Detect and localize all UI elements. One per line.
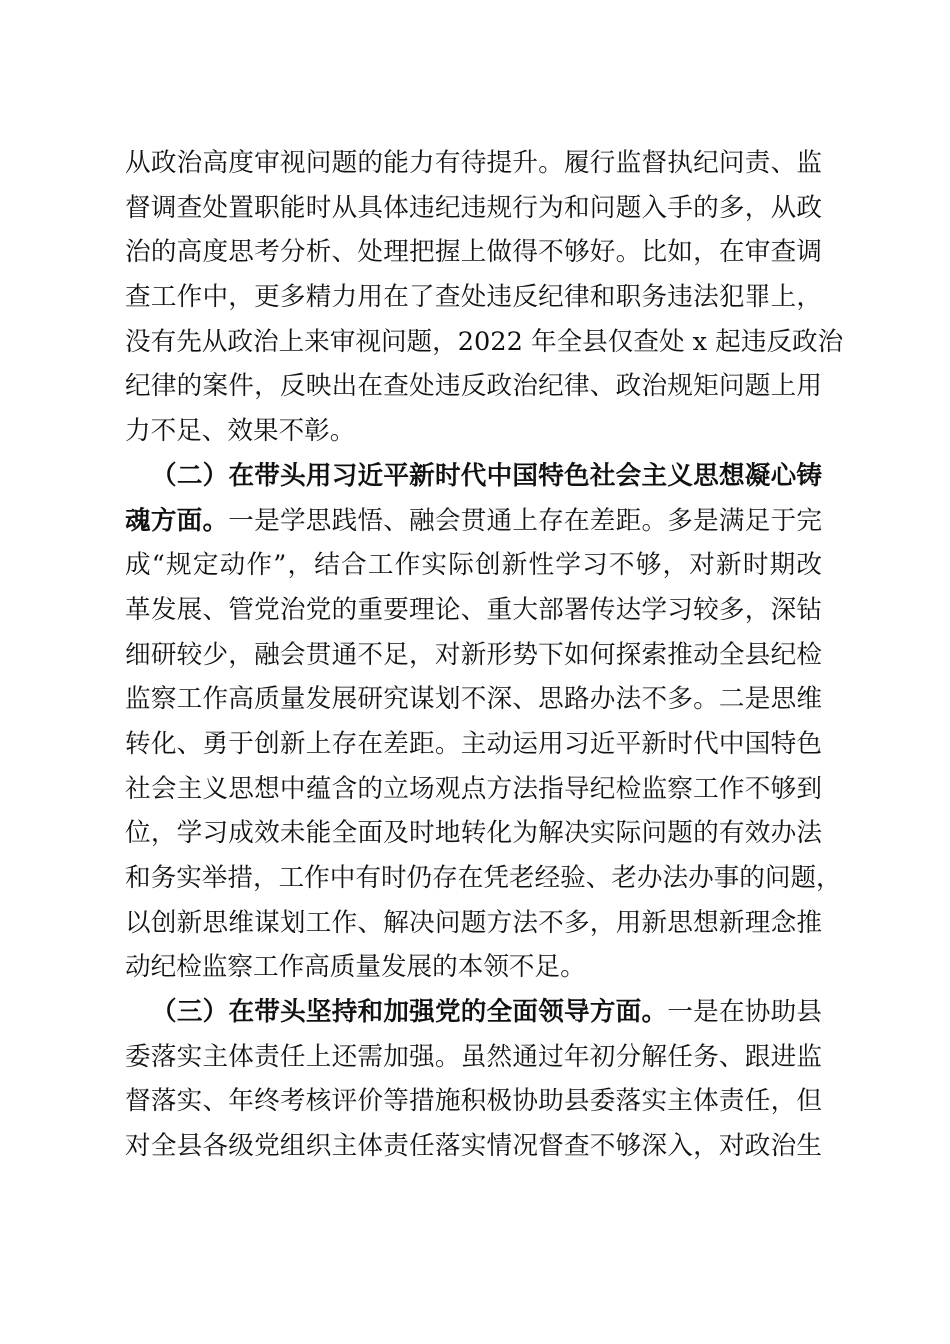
text-span: 一是在协助县 (667, 997, 822, 1028)
text-line: 委落实主体责任上还需加强。虽然通过年初分解任务、跟进监 (125, 1041, 822, 1072)
text-line: 对全县各级党组织主体责任落实情况督查不够深入，对政治生 (125, 1131, 822, 1162)
text-line: 位，学习成效未能全面及时地转化为解决实际问题的有效办法 (125, 818, 822, 849)
text-line: 治的高度思考分析、处理把握上做得不够好。比如，在审查调 (125, 237, 822, 268)
text-line: 革发展、管党治党的重要理论、重大部署传达学习较多，深钻 (125, 594, 822, 625)
text-line (125, 499, 822, 544)
text-line: 督调查处置职能时从具体违纪违规行为和问题入手的多，从政 (125, 192, 822, 223)
text-line: 纪律的案件，反映出在查处违反政治纪律、政治规矩问题上用 (125, 371, 822, 402)
text-line: 以创新思维谋划工作、解决问题方法不多，用新思想新理念推 (125, 907, 822, 938)
text-line (125, 990, 822, 1035)
text-line: 查工作中，更多精力用在了查处违反纪律和职务违法犯罪上， (125, 282, 822, 313)
document-page (125, 141, 844, 1169)
text-line: 动纪检监察工作高质量发展的本领不足。 (125, 952, 586, 983)
text-line: 细研较少，融会贯通不足，对新形势下如何探索推动全县纪检 (125, 639, 822, 670)
text-line: 没有先从政治上来审视问题，2022 年全县仅查处 x 起违反政治 (125, 326, 844, 357)
text-line: 督落实、年终考核评价等措施积极协助县委落实主体责任，但 (125, 1086, 822, 1117)
section-heading-2: （二）在带头用习近平新时代中国特色社会主义思想凝心铸 (151, 460, 822, 491)
text-line: 监察工作高质量发展研究谋划不深、思路办法不多。二是思维 (125, 684, 822, 715)
text-line: 力不足、效果不彰。 (125, 416, 356, 447)
paragraph-2 (125, 454, 842, 990)
section-heading-3: （三）在带头坚持和加强党的全面领导方面。 (151, 997, 668, 1028)
text-span: 一是学思践悟、融会贯通上存在差距。多是满足于完 (228, 505, 822, 536)
text-line: 和务实举措，工作中有时仍存在凭老经验、老办法办事的问题， (125, 863, 842, 893)
text-line: 成“规定动作”，结合工作实际创新性学习不够，对新时期改 (125, 550, 822, 581)
text-line: 从政治高度审视问题的能力有待提升。履行监督执纪问责、监 (125, 148, 822, 178)
text-line: 转化、勇于创新上存在差距。主动运用习近平新时代中国特色 (125, 728, 822, 759)
paragraph-1 (125, 141, 844, 454)
section-heading-2-end: 魂方面。 (125, 505, 229, 536)
paragraph-3 (125, 990, 822, 1169)
text-line: 社会主义思想中蕴含的立场观点方法指导纪检监察工作不够到 (125, 773, 822, 804)
